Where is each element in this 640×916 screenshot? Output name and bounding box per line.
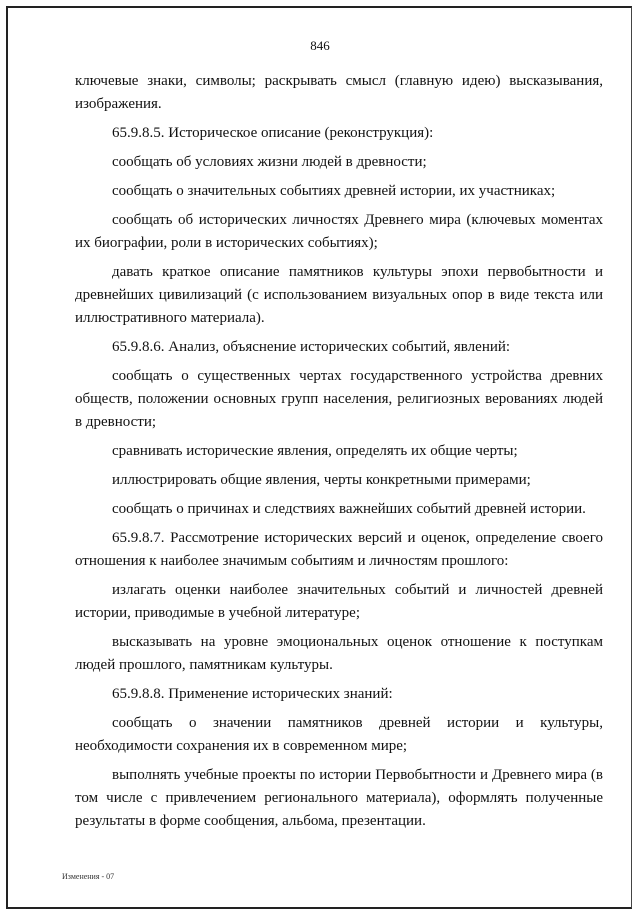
paragraph: выполнять учебные проекты по истории Первобытности и Древнего мира (в том числе с привлечением регионального материала), оформлять полученные результаты в форме сообщения, альбома, презентации. [75, 767, 603, 829]
paragraph: сравнивать исторические явления, определять их общие черты; [112, 443, 518, 459]
paragraph: сообщать о значении памятников древней истории и культуры, необходимости сохранения их в современном мире; [75, 715, 603, 754]
paragraph: сообщать о существенных чертах государственного устройства древних обществ, положении основных групп населения, религиозных верованиях людей в древности; [75, 368, 603, 430]
section-heading: 65.9.8.6. Анализ, объяснение исторических событий, явлений: [112, 339, 511, 355]
paragraph: излагать оценки наиболее значительных событий и личностей древней истории, приводимые в учебной литературе; [75, 582, 603, 621]
document-body [75, 70, 603, 839]
paragraph: высказывать на уровне эмоциональных оценок отношение к поступкам людей прошлого, памятникам культуры. [75, 634, 603, 673]
section-heading: 65.9.8.8. Применение исторических знаний: [112, 686, 393, 702]
section-heading: 65.9.8.5. Историческое описание (реконструкция): [112, 125, 434, 141]
paragraph: сообщать об исторических личностях Древнего мира (ключевых моментах их биографии, роли в исторических событиях); [75, 212, 603, 251]
paragraph: иллюстрировать общие явления, черты конкретными примерами; [112, 472, 531, 488]
footer-note: Изменения - 07 [62, 872, 115, 881]
section-heading: 65.9.8.7. Рассмотрение исторических версий и оценок, определение своего отношения к наиболее значимым событиям и личностям прошлого: [75, 530, 603, 569]
paragraph: сообщать о значительных событиях древней истории, их участниках; [112, 183, 556, 199]
paragraph: давать краткое описание памятников культуры эпохи первобытности и древнейших цивилизаций (с использованием визуальных опор в виде текста или иллюстративного материала). [75, 264, 603, 326]
paragraph: сообщать о причинах и следствиях важнейших событий древней истории. [112, 501, 586, 517]
paragraph: ключевые знаки, символы; раскрывать смысл (главную идею) высказывания, изображения. [75, 73, 603, 112]
page-number: 846 [310, 38, 330, 53]
paragraph: сообщать об условиях жизни людей в древности; [112, 154, 427, 170]
